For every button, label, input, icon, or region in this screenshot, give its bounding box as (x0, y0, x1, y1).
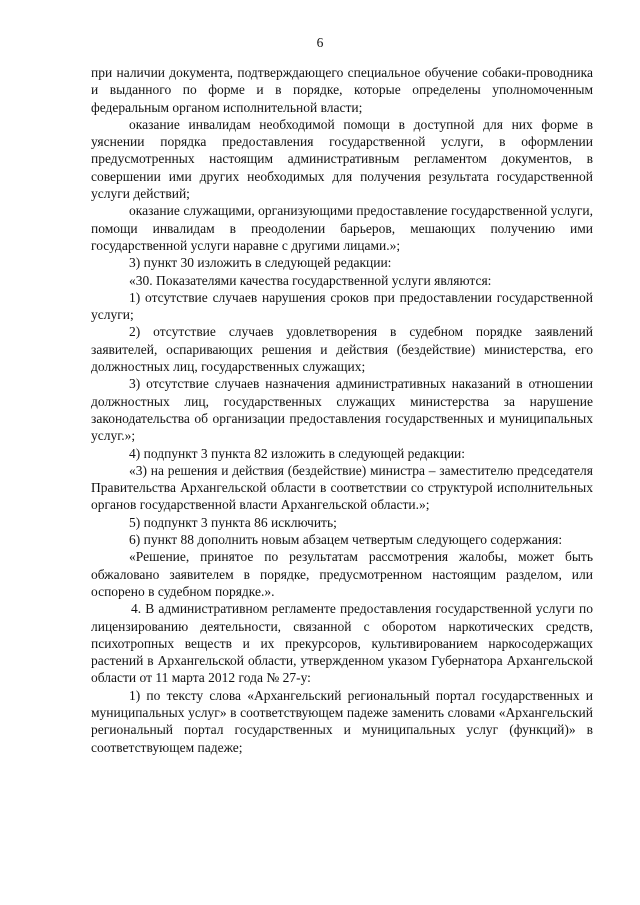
paragraph: 5) подпункт 3 пункта 86 исключить; (129, 514, 337, 530)
paragraph: 4. В административном регламенте предоставления государственной услуги по лицензированию деятельности, связанной с оборотом наркотических средств, психотропных веществ и их прекурсоров, культивированием наркосодержащих растений в Архангельской области, утвержденном указом Губернатора Архангельской области от 11 марта 2012 года № 27-у: (91, 601, 593, 686)
paragraph: 4) подпункт 3 пункта 82 изложить в следующей редакции: (129, 445, 466, 461)
paragraph: при наличии документа, подтверждающего специальное обучение собаки-проводника и выданного по форме и в порядке, которые определены уполномоченным федеральным органом исполнительной власти; (91, 65, 593, 115)
paragraph: «30. Показателями качества государственной услуги являются: (129, 272, 492, 288)
paragraph: 1) отсутствие случаев нарушения сроков при предоставлении государственной услуги; (91, 289, 593, 323)
paragraph: 3) пункт 30 изложить в следующей редакции: (129, 255, 392, 271)
paragraph: 1) по тексту слова «Архангельский региональный портал государственных и муниципальных услуг» в соответствующем падеже заменить словами «Архангельский региональный портал государственных и муниципальных услуг (функций)» в соответствующем падеже; (91, 687, 593, 755)
paragraph: «3) на решения и действия (бездействие) министра – заместителю председателя Правительства Архангельской области в соответствии со структурой исполнительных органов государственной власти Архангельской области.»; (91, 462, 593, 513)
paragraph: «Решение, принятое по результатам рассмотрения жалобы, может быть обжаловано заявителем в порядке, предусмотренном настоящим разделом, или оспорено в судебном порядке.». (91, 549, 593, 599)
page-number: 6 (316, 35, 324, 50)
paragraph: оказание служащими, организующими предоставление государственной услуги, помощи инвалидам в преодолении барьеров, мешающих получению ими государственной услуги наравне с другими лицами.»; (91, 203, 593, 253)
paragraph: 3) отсутствие случаев назначения административных наказаний в отношении должностных лиц, государственных служащих министерства за нарушение законодательства об организации предоставления государственных и муниципальных услуг.»; (91, 376, 593, 444)
paragraph: 2) отсутствие случаев удовлетворения в судебном порядке заявлений заявителей, оспаривающих решения и действия (бездействие) министерства, его должностных лиц, государственных служащих; (91, 324, 593, 375)
paragraph: оказание инвалидам необходимой помощи в доступной для них форме в уяснении порядка предоставления государственной услуги, в оформлении предусмотренных настоящим административным регламентом документов, в совершении ими других необходимых для получения результата государственной услуги действий; (91, 116, 593, 202)
paragraph: 6) пункт 88 дополнить новым абзацем четвертым следующего содержания: (129, 532, 563, 548)
document-body (91, 64, 593, 756)
